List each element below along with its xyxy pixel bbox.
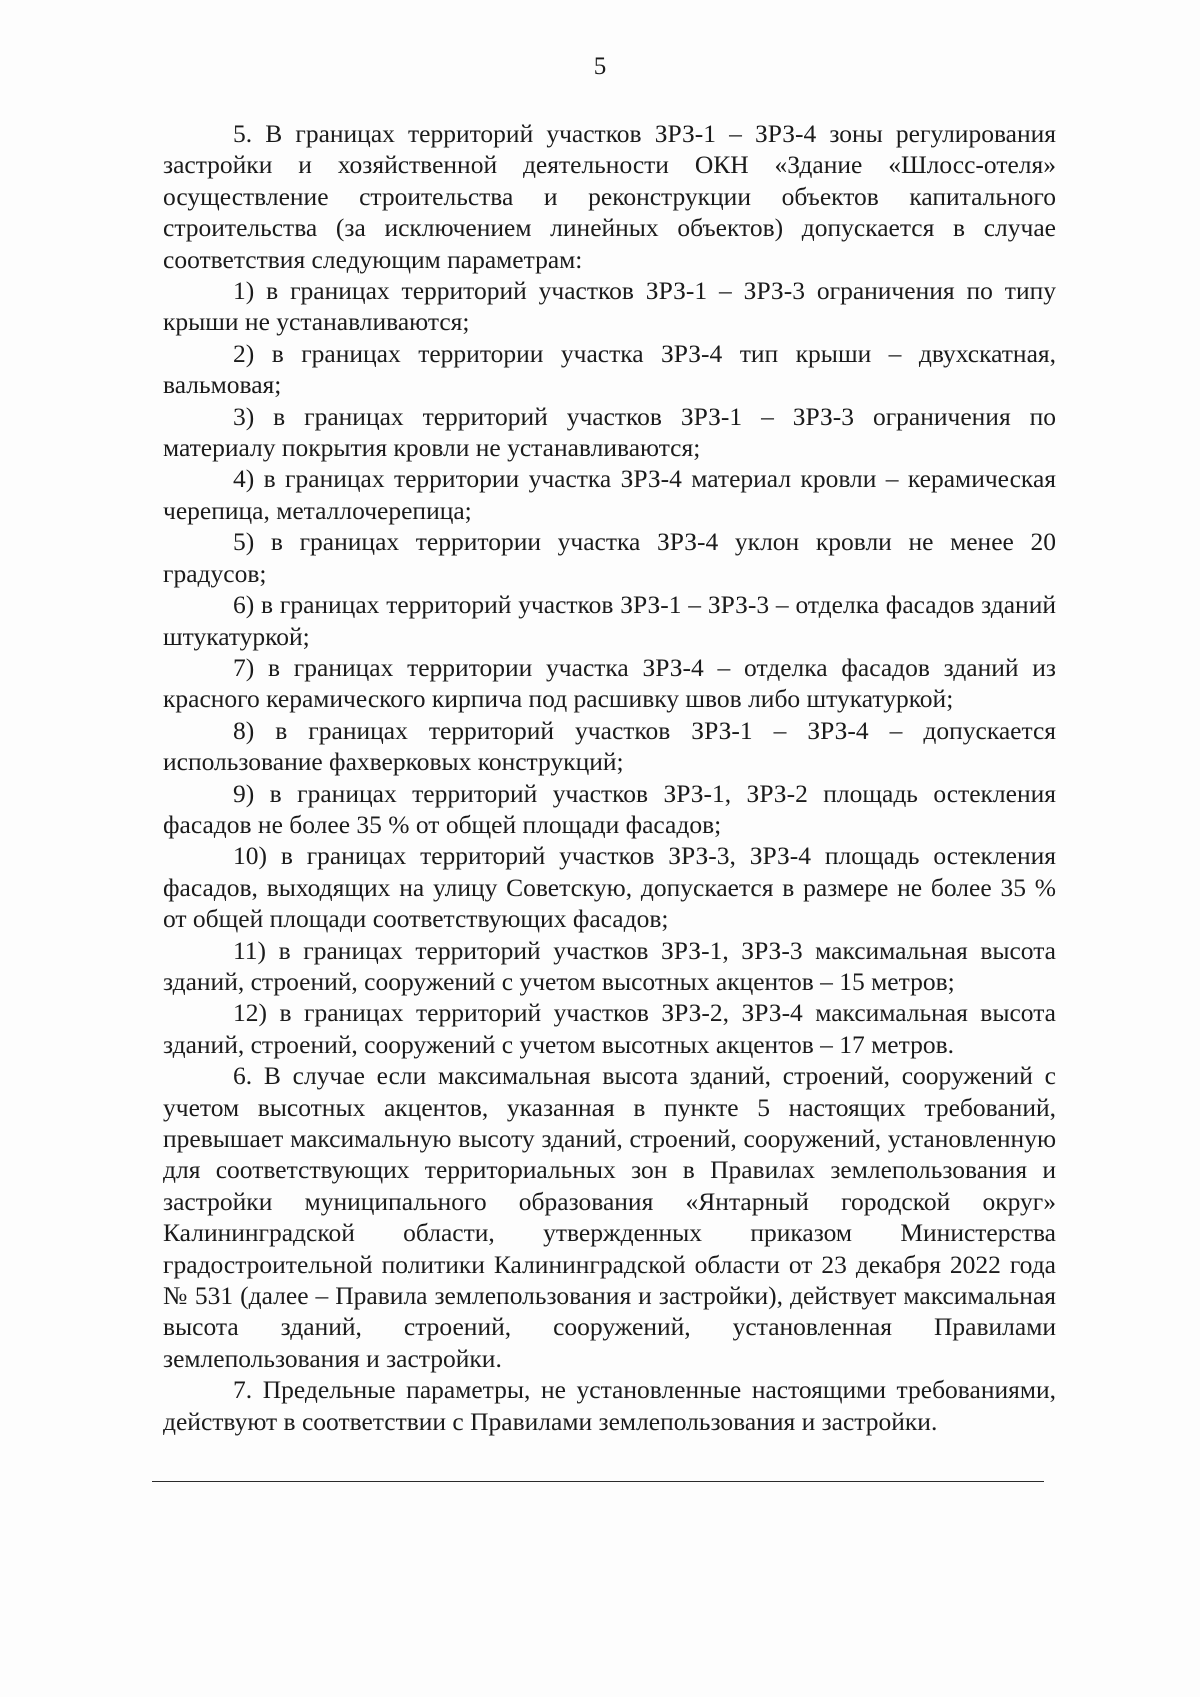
paragraph-item-7: 7. Предельные параметры, не установленные настоящими требованиями, действуют в соответствии с Правилами землепользования и застройки. <box>163 1375 1056 1436</box>
end-of-text-rule <box>152 1481 1044 1482</box>
subitem-4: 4) в границах территории участка ЗРЗ-4 материал кровли – керамическая черепица, металлочерепица; <box>163 464 1056 525</box>
subitem-9: 9) в границах территорий участков ЗРЗ-1, ЗРЗ-2 площадь остекления фасадов не более 35 % от общей площади фасадов; <box>163 778 1056 839</box>
subitem-11: 11) в границах территорий участков ЗРЗ-1, ЗРЗ-3 максимальная высота зданий, строений, сооружений с учетом высотных акцентов – 15 метров; <box>163 935 1056 996</box>
document-body <box>163 118 1056 1437</box>
page-number: 5 <box>593 53 607 80</box>
subitem-2: 2) в границах территории участка ЗРЗ-4 тип крыши – двухскатная, вальмовая; <box>163 338 1056 400</box>
subitem-12: 12) в границах территорий участков ЗРЗ-2, ЗРЗ-4 максимальная высота зданий, строений, сооружений с учетом высотных акцентов – 17 метров. <box>163 998 1056 1059</box>
subitem-5: 5) в границах территории участка ЗРЗ-4 уклон кровли не менее 20 градусов; <box>163 527 1056 588</box>
subitem-10: 10) в границах территорий участков ЗРЗ-3, ЗРЗ-4 площадь остекления фасадов, выходящих на улицу Советскую, допускается в размере не более 35 % от общей площади соответствующих фасадов; <box>163 841 1056 934</box>
paragraph-item-6: 6. В случае если максимальная высота зданий, строений, сооружений с учетом высотных акцентов, указанная в пункте 5 настоящих требований, превышает максимальную высоту зданий, строений, сооружений, установленную для соответствующих территориальных зон в Правилах землепользования и застройки муниципального образования «Янтарный городской округ» Калининградской области, утвержденных приказом Министерства градостроительной политики Калининградской области от 23 декабря 2022 года № 531 (далее – Правила землепользования и застройки), действует максимальная высота зданий, строений, сооружений, установленная Правилами землепользования и застройки. <box>163 1061 1056 1373</box>
subitem-7: 7) в границах территории участка ЗРЗ-4 – отделка фасадов зданий из красного керамического кирпича под расшивку швов либо штукатуркой; <box>163 652 1056 714</box>
subitem-6: 6) в границах территорий участков ЗРЗ-1 – ЗРЗ-3 – отделка фасадов зданий штукатуркой; <box>163 590 1056 651</box>
subitem-1: 1) в границах территорий участков ЗРЗ-1 – ЗРЗ-3 ограничения по типу крыши не устанавливаются; <box>163 276 1056 337</box>
subitem-3: 3) в границах территорий участков ЗРЗ-1 – ЗРЗ-3 ограничения по материалу покрытия кровли не устанавливаются; <box>163 401 1056 463</box>
paragraph-item-5: 5. В границах территорий участков ЗРЗ-1 – ЗРЗ-4 зоны регулирования застройки и хозяйственной деятельности ОКН «Здание «Шлосс-отеля» осуществление строительства и реконструкции объектов капитального строительства (за исключением линейных объектов) допускается в случае соответствия следующим параметрам: <box>163 119 1056 274</box>
subitem-8: 8) в границах территорий участков ЗРЗ-1 – ЗРЗ-4 – допускается использование фахверковых конструкций; <box>163 715 1056 777</box>
